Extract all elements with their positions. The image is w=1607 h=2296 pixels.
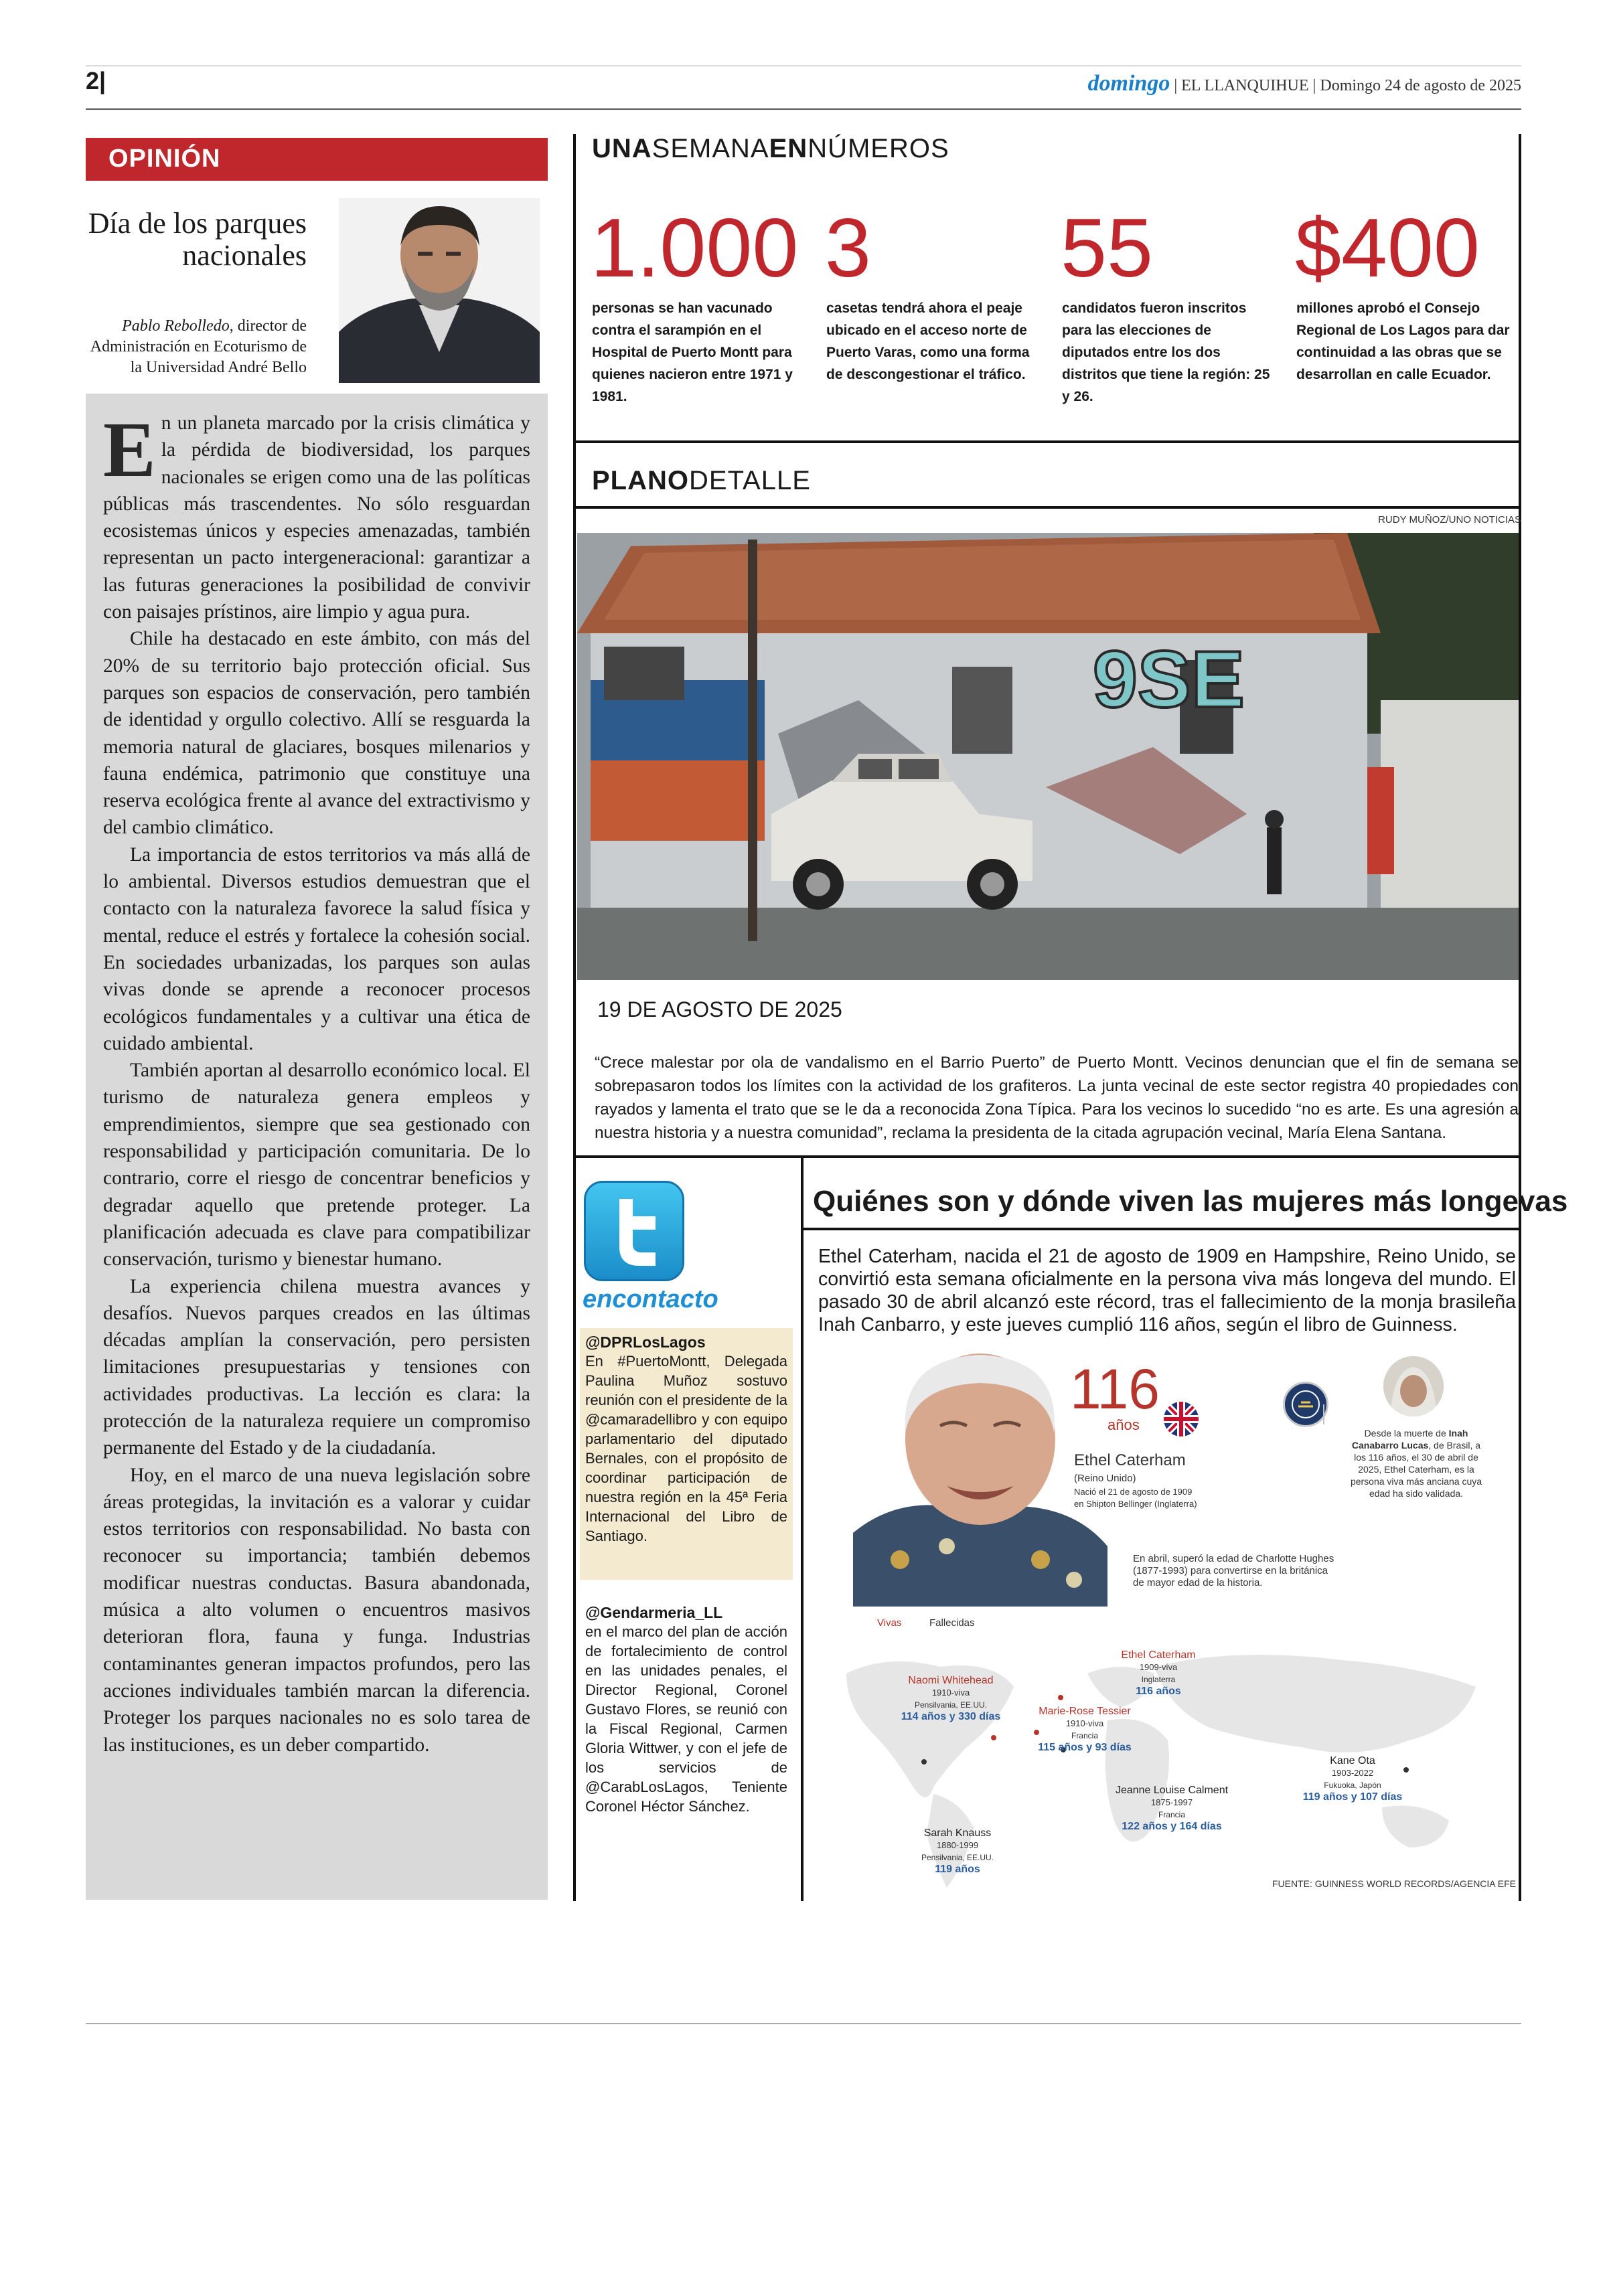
opinion-tag: OPINIÓN (86, 138, 548, 181)
legend-alive: Vivas (877, 1617, 902, 1629)
opinion-body (86, 394, 548, 1900)
dropcap: E (103, 406, 156, 493)
infographic-source: FUENTE: GUINNESS WORLD RECORDS/AGENCIA EFE (1272, 1878, 1516, 1889)
map-marker (1058, 1695, 1063, 1700)
woman-years: 1910-viva (931, 1688, 970, 1698)
author-caption (86, 316, 307, 378)
number-description: casetas tendrá ahora el peaje ubicado en el acceso norte de Puerto Varas, como una forma de descongestionar el tráfico. (826, 301, 1030, 382)
woman-label-ethel (1085, 1649, 1232, 1698)
woman-place: Francia (1071, 1731, 1098, 1740)
plano-title: PLANODETALLE (592, 466, 811, 495)
numbers-title: UNASEMANAENNÚMEROS (592, 134, 949, 163)
woman-label-sarah (891, 1827, 1024, 1876)
woman-label-jeanne (1085, 1785, 1259, 1833)
caption-bottom-rule (573, 1155, 1521, 1158)
frame-right-line (1519, 134, 1521, 1901)
numbers-bottom-rule (573, 440, 1521, 443)
woman-years: 1910-viva (1065, 1718, 1104, 1728)
woman-place: Fukuoka, Japón (1324, 1781, 1381, 1790)
woman-label-kane (1272, 1755, 1433, 1803)
main-birthplace: en Shipton Bellinger (Inglaterra) (1074, 1499, 1197, 1509)
issue-date: Domingo 24 de agosto de 2025 (1320, 77, 1521, 94)
woman-place: Inglaterra (1141, 1675, 1176, 1684)
tweet-handle: @DPRLosLagos (585, 1333, 706, 1351)
opinion-title: Día de los parques nacionales (88, 207, 307, 272)
author-name: Pablo Rebolledo (122, 317, 230, 335)
masthead: domingo | EL LLANQUIHUE | Domingo 24 de agosto de 2025 (1087, 71, 1521, 96)
opinion-paragraph: También aportan al desarrollo económico local. El turismo de naturaleza genera empleos y emprendimientos, siempre que sea gestionado con responsabilidad y participación comunitaria. De lo contrario, corre el riesgo de concentrar beneficios y degradar aquello que pretende proteger. La planificación adecuada es clave para compatibilizar conservación, turismo y bienestar humano. (103, 1060, 530, 1270)
opinion-paragraph: Chile ha destacado en este ámbito, con más del 20% de su territorio bajo protección oficial. Sus parques son espacios de conservación, pero también de identidad y orgullo colectivo. Allí se resguarda la memoria natural de glaciares, bosques milenarios y fauna endémica, patrimonio que constituye una reserva ecológica frente al avance del extractivismo y del cambio climático. (103, 628, 530, 839)
guinness-logo-icon (1283, 1382, 1328, 1427)
number-description: candidatos fueron inscritos para las elecciones de diputados entre los dos distritos que tiene la región: 25 y 26. (1062, 301, 1270, 404)
woman-years: 1903-2022 (1331, 1768, 1374, 1778)
brand-logo: domingo (1087, 71, 1170, 96)
newspaper-name: EL LLANQUIHUE (1181, 77, 1309, 94)
encontacto-brand: encontacto (583, 1285, 718, 1313)
number-description: millones aprobó el Consejo Regional de Los Lagos para dar continuidad a las obras que se desarrollan en calle Ecuador. (1296, 301, 1510, 382)
number-value: 1.000 (591, 202, 799, 295)
age-number: 116 (1070, 1358, 1160, 1420)
footer-rule (86, 2023, 1521, 2024)
woman-name: Sarah Knauss (923, 1827, 992, 1839)
social-divider (801, 1158, 804, 1901)
main-birth: Nació el 21 de agosto de 1909 (1074, 1487, 1193, 1497)
author-portrait-image (339, 198, 540, 383)
woman-place: Pensilvania, EE.UU. (914, 1700, 988, 1710)
ethel-portrait-image (853, 1345, 1107, 1607)
woman-years: 1880-1999 (936, 1840, 979, 1850)
tweet-card-highlight (580, 1328, 793, 1580)
opinion-paragraph: En un planeta marcado por la crisis climática y la pérdida de biodiversidad, los parques nacionales se erigen como una de las políticas públicas más trascendentes. No sólo resguardan ecosistemas únicos y especies amenazadas, también representan un pacto intergeneracional: garantizar a las futuras generaciones la posibilidad de convivir con paisajes prístinos, aire limpio y agua pura. (103, 406, 530, 623)
woman-age: 122 años y 164 días (1122, 1821, 1222, 1832)
opinion-paragraph: La experiencia chilena muestra avances y desafíos. Nuevos parques creados en las últimas décadas amplían la conservación, pero persisten limitaciones presupuestarias y tensiones con actividades productivas. La lección es clara: la protección de la naturaleza requiere un compromiso permanente del Estado y de la ciudadanía. (103, 1275, 530, 1459)
longevas-title-rule (804, 1228, 1521, 1230)
tweet-text: En #PuertoMontt, Delegada Paulina Muñoz sostuvo reunión con el presidente de la @camaradellibro y con equipo parlamentario del diputado Bernales, con el propósito de coordinar participación de nuestra región en la 45ª Feria Internacional del Libro de Santiago. (585, 1353, 787, 1544)
legend-dead: Fallecidas (929, 1617, 975, 1629)
woman-years: 1875-1997 (1150, 1797, 1193, 1807)
woman-name: Naomi Whitehead (908, 1675, 994, 1686)
connector-line (1323, 1404, 1324, 1424)
woman-years: 1909-viva (1139, 1662, 1178, 1672)
number-value: 55 (1061, 202, 1153, 295)
number-value: $400 (1295, 202, 1480, 295)
photo-date: 19 DE AGOSTO DE 2025 (597, 997, 842, 1021)
woman-place: Francia (1158, 1810, 1185, 1819)
uk-flag-icon (1164, 1402, 1199, 1437)
woman-age: 115 años y 93 días (1038, 1742, 1132, 1753)
number-description: personas se han vacunado contra el sarampión en el Hospital de Puerto Montt para quienes nacieron entre 1971 y 1981. (592, 301, 793, 404)
map-marker (991, 1735, 996, 1740)
graffiti-house-image (577, 533, 1519, 980)
header-rule (86, 108, 1521, 110)
frame-left-line (573, 134, 576, 1901)
page-number: 2| (86, 67, 106, 94)
number-value: 3 (825, 202, 871, 295)
longevas-intro: Ethel Caterham, nacida el 21 de agosto de 1909 en Hampshire, Reino Unido, se convirtió esta semana oficialmente en la persona viva más longeva del mundo. El pasado 30 de abril alcanzó este récord, tras el fallecimiento de la monja brasileña Inah Canbarro, y este jueves cumplió 116 años, según el libro de Guinness. (818, 1246, 1516, 1335)
tweet-text: en el marco del plan de acción de fortalecimiento de control en las unidades penales, el Director Regional, Coronel Gustavo Flores, se reunió con la Fiscal Regional, Carmen Gloria Wittwer, y con el jefe de los servicios de @CarabLosLagos, Teniente Coronel Héctor Sánchez. (585, 1623, 787, 1815)
graffiti-photo (577, 533, 1519, 980)
graffiti-tag: 9SE (1093, 635, 1245, 724)
opinion-paragraph: Hoy, en el marco de una nueva legislación sobre áreas protegidas, la invitación es a valorar y cuidar estos territorios con responsabilidad. No basta con reconocer su importancia; también debemos modificar nuestras conductas. Basura abandonada, música a alto volumen o encuentros masivos deterioran flora, fauna y funga. Industrias contaminantes generan impactos profundos, pero las acciones individuales también marcan la diferencia. Proteger los parques nacionales no es solo tarea de las instituciones, es un deber compartido. (103, 1464, 530, 1756)
woman-age: 116 años (1136, 1686, 1181, 1697)
plano-title-rule (573, 506, 1521, 509)
inah-portrait-image (1383, 1356, 1444, 1416)
inah-portrait (1383, 1356, 1444, 1416)
author-role: , director de Administración en Ecoturismo de la Universidad André Bello (90, 317, 307, 376)
woman-name: Kane Ota (1330, 1755, 1375, 1767)
author-photo (339, 198, 540, 383)
main-name: Ethel Caterham (1074, 1451, 1186, 1469)
tweet-handle: @Gendarmeria_LL (585, 1604, 723, 1621)
photo-caption: “Crece malestar por ola de vandalismo en el Barrio Puerto” de Puerto Montt. Vecinos denuncian que el fin de semana se sobrepasaron todos los límites con la actividad de los grafiteros. La junta vecinal de este sector registra 40 propiedades con rayados y lamenta el trato que se le da a reconocida Zona Típica. Para los vecinos lo sucedido “no es arte. Es una agresión a nuestra historia y a nuestra comunidad”, reclama la presidenta de la citada agrupación vecinal, María Elena Santana. (595, 1054, 1519, 1142)
photo-credit: RUDY MUÑOZ/UNO NOTICIAS (1378, 514, 1521, 525)
woman-age: 119 años (935, 1864, 980, 1875)
age-unit: años (1107, 1416, 1140, 1433)
ethel-portrait (853, 1345, 1107, 1607)
woman-name: Marie-Rose Tessier (1039, 1706, 1131, 1717)
map-marker (921, 1759, 927, 1765)
woman-label-marie-rose (1004, 1706, 1165, 1754)
woman-age: 119 años y 107 días (1302, 1791, 1403, 1803)
main-country: (Reino Unido) (1074, 1473, 1136, 1484)
inah-note: Desde la muerte de Inah Canabarro Lucas, de Brasil, a los 116 años, el 30 de abril de 2025, Ethel Caterham, es la persona viva más anciana cuya edad ha sido validada. (1350, 1428, 1482, 1499)
woman-place: Pensilvania, EE.UU. (921, 1853, 994, 1862)
opinion-paragraph: La importancia de estos territorios va más allá de lo ambiental. Diversos estudios demuestran que el contacto con la naturaleza favorece la salud física y mental, reduce el estrés y fortalece la cohesión social. En sociedades urbanizadas, los parques son aulas vivas donde se aprende a reconocer procesos ecológicos fundamentales y a cultivar una ética de cuidado ambiental. (103, 843, 530, 1054)
longevas-title: Quiénes son y dónde viven las mujeres más longevas (813, 1185, 1568, 1218)
woman-name: Ethel Caterham (1121, 1649, 1196, 1661)
woman-name: Jeanne Louise Calment (1115, 1785, 1229, 1796)
tweet-card (580, 1598, 793, 1816)
abril-note: En abril, superó la edad de Charlotte Hughes (1877-1993) para convertirse en la británica de mayor edad de la historia. (1133, 1553, 1334, 1588)
woman-age: 114 años y 330 días (901, 1711, 1001, 1722)
twitter-icon (584, 1181, 684, 1281)
